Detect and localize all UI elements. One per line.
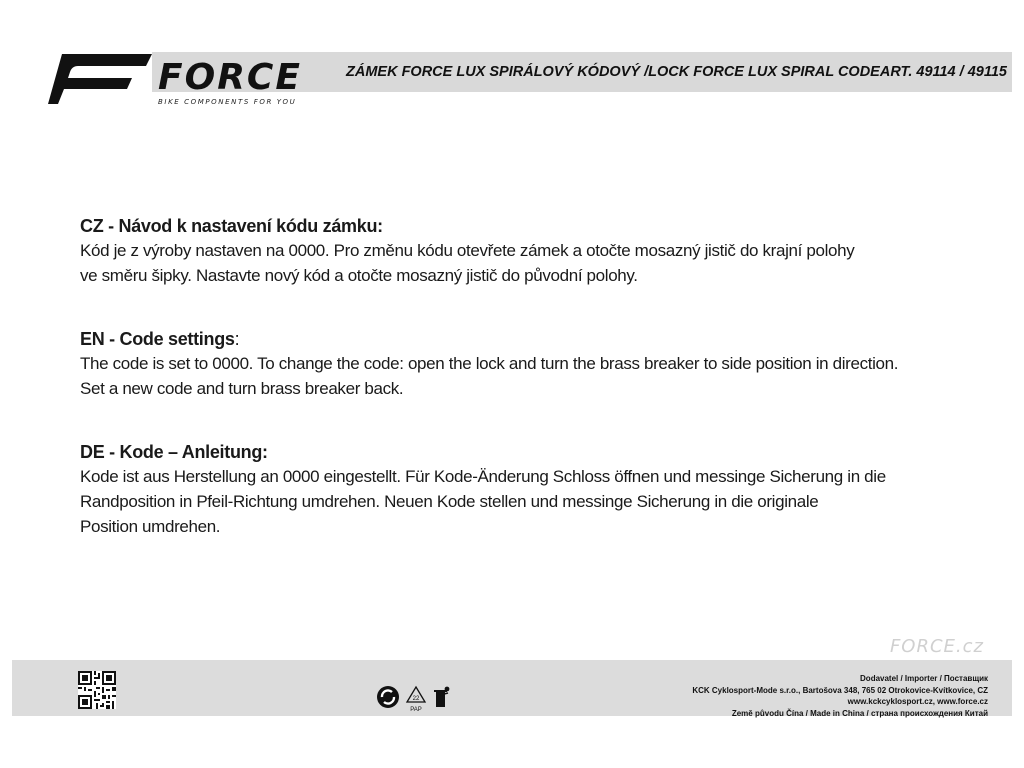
brand-wordmark: FORCE (158, 57, 302, 98)
heading-text: EN - Code settings (80, 329, 235, 349)
instruction-line: Set a new code and turn brass breaker back. (80, 379, 404, 398)
recycle-label: PAP (410, 707, 422, 713)
brand-tagline: BIKE COMPONENTS FOR YOU (158, 98, 297, 106)
instruction-line: ve směru šipky. Nastavte nový kód a otočte mosazný jistič do původní polohy. (80, 266, 638, 285)
qr-code-icon (78, 671, 116, 709)
section-cz (80, 214, 960, 288)
instruction-line: Position umdrehen. (80, 517, 221, 536)
brand-logo (48, 50, 338, 110)
section-heading (80, 327, 960, 351)
force-f-logo-icon (48, 50, 158, 106)
instruction-line: Kód je z výroby nastaven na 0000. Pro změnu kódu otevřete zámek a otočte mosazný jistič do krajní polohy (80, 241, 855, 260)
importer-line: KCK Cyklosport-Mode s.r.o., Bartošova 348, 765 02 Otrokovice-Kvítkovice, CZ (692, 685, 988, 695)
title-cz: ZÁMEK FORCE LUX SPIRÁLOVÝ KÓDOVÝ / (346, 64, 649, 80)
watermark: FORCE.cz (889, 636, 984, 657)
section-en (80, 327, 960, 401)
instruction-line: The code is set to 0000. To change the code: open the lock and turn the brass breaker to side position in direction. (80, 354, 899, 373)
recycling-symbols (376, 684, 456, 714)
importer-line: Dodavatel / Importer / Поставщик (860, 674, 988, 683)
title-en: LOCK FORCE LUX SPIRAL CODE (648, 64, 880, 80)
article-number: ART. 49114 / 49115 (879, 64, 1007, 80)
instruction-line: Randposition in Pfeil-Richtung umdrehen. Neuen Kode stellen und messinge Sicherung in die originale (80, 492, 819, 511)
trash-bin-icon (434, 687, 449, 707)
section-heading: CZ - Návod k nastavení kódu zámku: (80, 216, 383, 236)
importer-info (692, 673, 988, 719)
paper-recycle-icon (407, 687, 425, 713)
page-title (346, 64, 1007, 80)
section-heading: DE - Kode – Anleitung: (80, 442, 268, 462)
importer-line: www.kckcyklosport.cz, www.force.cz (847, 697, 988, 706)
section-de (80, 440, 960, 539)
instruction-line: Kode ist aus Herstellung an 0000 eingestellt. Für Kode-Änderung Schloss öffnen und messinge Sicherung in die (80, 467, 886, 486)
green-dot-icon (377, 686, 399, 708)
importer-line: Země původu Čína / Made in China / страна происхождения Китай (731, 708, 988, 718)
recycle-code: 22 (412, 696, 420, 702)
heading-colon: : (234, 329, 240, 349)
